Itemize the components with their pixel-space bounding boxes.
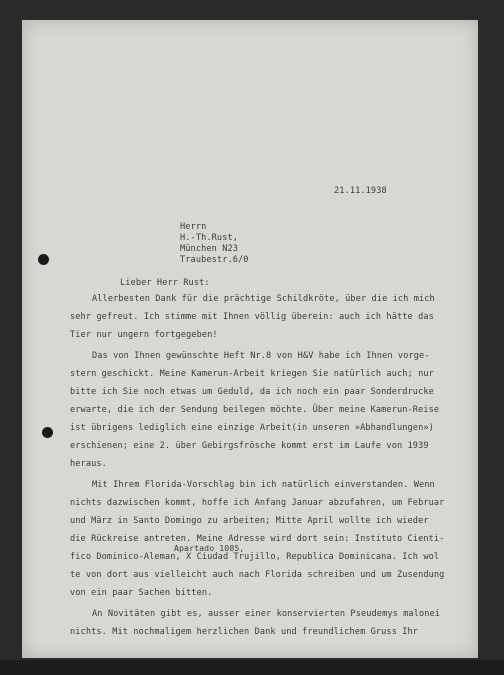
salutation: Lieber Herr Rust: [120, 278, 210, 288]
body-line: bitte ich Sie noch etwas um Geduld, da ich noch ein paar Sonderdrucke [70, 387, 434, 397]
body-line: Mit Ihrem Florida-Vorschlag bin ich natürlich einverstanden. Wenn [92, 480, 435, 490]
body-line: An Novitäten gibt es, ausser einer konservierten Pseudemys malonei [92, 609, 441, 619]
body-line: nichts dazwischen kommt, hoffe ich Anfang Januar abzufahren, um Februar [70, 498, 445, 508]
body-line: Tier nur ungern fortgegeben! [70, 330, 218, 340]
recipient-line: Traubestr.6/0 [180, 255, 249, 265]
body-line: Allerbesten Dank für die prächtige Schildkröte, über die ich mich [92, 294, 435, 304]
letter-page [22, 20, 478, 658]
body-line: te von dort aus vielleicht auch nach Florida schreiben und um Zusendung [70, 570, 445, 580]
punch-hole [38, 254, 49, 265]
body-line: die Rückreise antreten. Meine Adresse wird dort sein: Instituto Cienti- [70, 534, 445, 544]
punch-hole [42, 427, 53, 438]
body-line: ist übrigens lediglich eine einzige Arbeit(in unseren »Abhandlungen») [70, 423, 434, 433]
body-line: nichts. Mit nochmaligem herzlichen Dank und freundlichem Gruss Ihr [70, 627, 419, 637]
body-line: erwarte, die ich der Sendung beilegen möchte. Über meine Kamerun-Reise [70, 405, 440, 415]
recipient-line: Herrn [180, 222, 207, 232]
recipient-line: H.-Th.Rust, [180, 233, 239, 243]
body-line: von ein paar Sachen bitten. [70, 588, 213, 598]
recipient-line: München N23 [180, 244, 239, 254]
letter-date: 21.11.1938 [334, 186, 387, 196]
body-line: stern geschickt. Meine Kamerun-Arbeit kriegen Sie natürlich auch; nur [70, 369, 434, 379]
body-line: erschienen; eine 2. über Gebirgsfrösche kommt erst im Laufe von 1939 [70, 441, 429, 451]
scanner-background [0, 660, 504, 675]
body-line: sehr gefreut. Ich stimme mit Ihnen völlig überein: auch ich hätte das [70, 312, 434, 322]
body-line: fico Dominico-Aleman, X Ciudad Trujillo, Republica Dominicana. Ich wol [70, 552, 440, 562]
body-line: heraus. [70, 459, 107, 469]
body-line: und März in Santo Domingo zu arbeiten; Mitte April wollte ich wieder [70, 516, 429, 526]
body-line: Das von Ihnen gewünschte Heft Nr.8 von H&V habe ich Ihnen vorge- [92, 351, 430, 361]
interlinear-insertion: Apartado 1085, [174, 543, 245, 553]
